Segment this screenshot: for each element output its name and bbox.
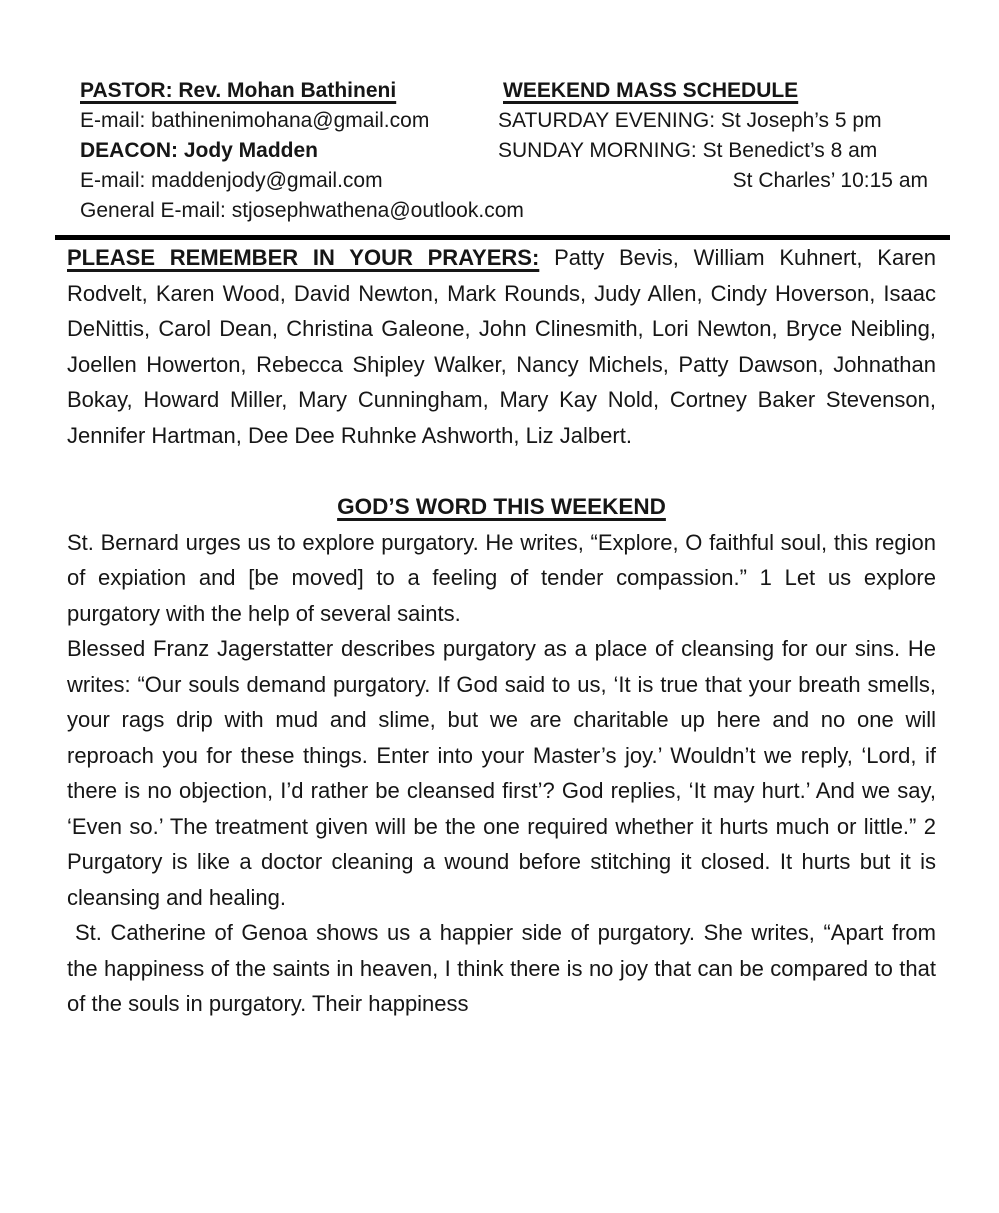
sunday-mass-time: SUNDAY MORNING: St Benedict’s 8 am [498, 139, 878, 162]
prayer-list-paragraph [67, 240, 936, 453]
empty-cell [498, 196, 936, 226]
header-row [67, 136, 936, 166]
prayer-list-names: Patty Bevis, William Kuhnert, Karen Rodvelt, Karen Wood, David Newton, Mark Rounds, Judy Allen, Cindy Hoverson, Isaac DeNittis, Carol Dean, Christina Galeone, John Clinesmith, Lori Newton, Bryce Neibling, Joellen Howerton, Rebecca Shipley Walker, Nancy Michels, Patty Dawson, Johnathan Bokay, Howard Miller, Mary Cunningham, Mary Kay Nold, Cortney Baker Stevenson, Jennifer Hartman, Dee Dee Ruhnke Ashworth, Liz Jalbert. [67, 245, 936, 448]
header-row [67, 106, 936, 136]
gods-word-title: GOD’S WORD THIS WEEKEND [337, 494, 666, 519]
bulletin-body [67, 240, 936, 1022]
header-row [67, 76, 936, 106]
pastor-name: PASTOR: Rev. Mohan Bathineni [80, 79, 397, 102]
header-row [67, 166, 936, 196]
gods-word-paragraph-3: St. Catherine of Genoa shows us a happier side of purgatory. She writes, “Apart from the happiness of the saints in heaven, I think there is no joy that can be compared to that of the souls in purgatory. Their happiness [67, 920, 936, 1016]
mass-schedule-title-cell [498, 76, 936, 106]
header-row [67, 196, 936, 226]
saturday-mass-time: SATURDAY EVENING: St Joseph’s 5 pm [498, 109, 882, 132]
pastor-name-cell [67, 76, 498, 106]
prayer-list-label: PLEASE REMEMBER IN YOUR PRAYERS: [67, 245, 540, 270]
gods-word-paragraph-2: Blessed Franz Jagerstatter describes purgatory as a place of cleansing for our sins. He writes: “Our souls demand purgatory. If God said to us, ‘It is true that your breath smells, your rags drip with mud and slime, but we are charitable up here and no one will reproach you for these things. Enter into your Master’s joy.’ Wouldn’t we reply, ‘Lord, if there is no objection, I’d rather be cleansed first’? God replies, ‘It may hurt.’ And we say, ‘Even so.’ The treatment given will be the one required whether it hurts much or little.” 2 Purgatory is like a doctor cleaning a wound before stitching it closed. It hurts but it is cleansing and healing. [67, 636, 936, 910]
deacon-email: E-mail: maddenjody@gmail.com [80, 169, 383, 192]
pastor-email: E-mail: bathinenimohana@gmail.com [80, 109, 430, 132]
general-email: General E-mail: stjosephwathena@outlook.com [80, 199, 524, 222]
sunday-second-mass-time: St Charles’ 10:15 am [732, 169, 928, 192]
bulletin-header [67, 76, 936, 226]
mass-schedule-title: WEEKEND MASS SCHEDULE [503, 79, 799, 102]
gods-word-paragraph-1: St. Bernard urges us to explore purgatory. He writes, “Explore, O faithful soul, this region of expiation and [be moved] to a feeling of tender compassion.” 1 Let us explore purgatory with the help of several saints. [67, 529, 936, 626]
deacon-name: DEACON: Jody Madden [80, 139, 319, 162]
